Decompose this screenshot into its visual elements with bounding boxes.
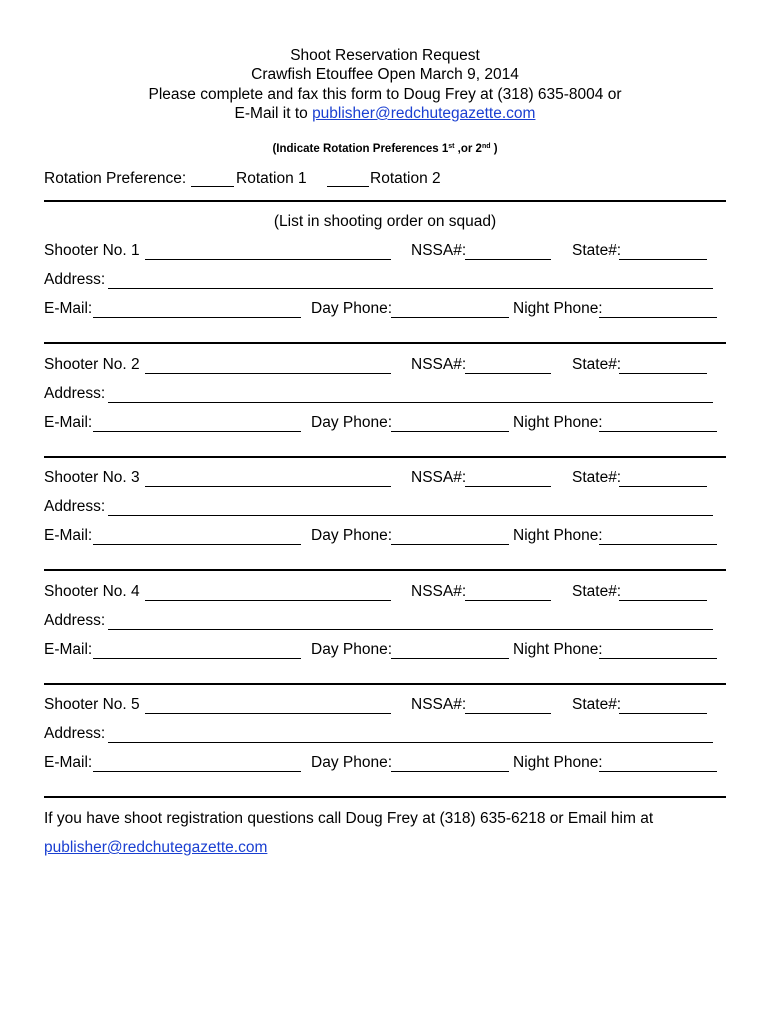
state-field[interactable] [619, 259, 707, 260]
email-label: E-Mail: [44, 527, 93, 544]
address-label: Address: [44, 612, 106, 629]
address-label: Address: [44, 725, 106, 742]
day-phone-label: Day Phone: [311, 754, 392, 771]
day-phone-label: Day Phone: [311, 300, 392, 317]
event-line: Crawfish Etouffee Open March 9, 2014 [251, 66, 519, 83]
nssa-field[interactable] [465, 713, 551, 714]
night-phone-label: Night Phone: [513, 300, 603, 317]
divider [44, 796, 726, 798]
state-label: State#: [572, 356, 622, 373]
nssa-field[interactable] [465, 373, 551, 374]
rotation-2-label: Rotation 2 [370, 170, 441, 187]
shooter-label: Shooter No. 2 [44, 356, 140, 373]
shooter-name-field[interactable] [145, 259, 391, 260]
rotation-note-sup1: st [448, 143, 455, 150]
rotation-note [0, 140, 770, 158]
email-field[interactable] [93, 658, 301, 659]
night-phone-field[interactable] [599, 658, 717, 659]
address-field[interactable] [108, 515, 713, 516]
email-prefix: E-Mail it to [234, 105, 313, 122]
day-phone-field[interactable] [391, 544, 509, 545]
footer-email-link[interactable]: publisher@redchutegazette.com [44, 839, 268, 856]
day-phone-label: Day Phone: [311, 414, 392, 431]
squad-note: (List in shooting order on squad) [273, 213, 497, 230]
night-phone-field[interactable] [599, 544, 717, 545]
shooter-name-field[interactable] [145, 486, 391, 487]
email-field[interactable] [93, 544, 301, 545]
rotation-note-prefix: (Indicate Rotation Preferences 1 [272, 143, 449, 155]
night-phone-label: Night Phone: [513, 641, 603, 658]
nssa-label: NSSA#: [411, 469, 467, 486]
rotation-note-suffix: ) [490, 143, 498, 155]
divider [44, 342, 726, 344]
email-field[interactable] [93, 431, 301, 432]
address-field[interactable] [108, 402, 713, 403]
divider [44, 683, 726, 685]
nssa-field[interactable] [465, 600, 551, 601]
shooter-label: Shooter No. 3 [44, 469, 140, 486]
email-label: E-Mail: [44, 641, 93, 658]
night-phone-field[interactable] [599, 431, 717, 432]
day-phone-label: Day Phone: [311, 641, 392, 658]
rotation-note-middle: ,or 2 [454, 143, 482, 155]
shooter-name-field[interactable] [145, 373, 391, 374]
shooter-label: Shooter No. 1 [44, 242, 140, 259]
email-field[interactable] [93, 317, 301, 318]
address-label: Address: [44, 271, 106, 288]
header-email-link[interactable]: publisher@redchutegazette.com [312, 105, 536, 122]
email-label: E-Mail: [44, 300, 93, 317]
address-field[interactable] [108, 288, 713, 289]
instructions-line: Please complete and fax this form to Doug Frey at (318) 635-8004 or [148, 86, 622, 103]
day-phone-field[interactable] [391, 317, 509, 318]
nssa-field[interactable] [465, 259, 551, 260]
nssa-label: NSSA#: [411, 242, 467, 259]
shooter-label: Shooter No. 4 [44, 583, 140, 600]
address-label: Address: [44, 498, 106, 515]
divider [44, 456, 726, 458]
state-label: State#: [572, 696, 622, 713]
divider [44, 200, 726, 202]
email-label: E-Mail: [44, 754, 93, 771]
footer-text: If you have shoot registration questions call Doug Frey at (318) 635-6218 or Email him at [44, 810, 654, 827]
rotation-preference-label: Rotation Preference: [44, 170, 187, 187]
rotation-2-blank[interactable] [327, 186, 369, 187]
state-field[interactable] [619, 600, 707, 601]
day-phone-field[interactable] [391, 658, 509, 659]
shooter-name-field[interactable] [145, 600, 391, 601]
night-phone-label: Night Phone: [513, 414, 603, 431]
day-phone-field[interactable] [391, 771, 509, 772]
divider [44, 569, 726, 571]
email-field[interactable] [93, 771, 301, 772]
email-line [0, 105, 770, 123]
rotation-note-sup2: nd [481, 143, 491, 150]
night-phone-field[interactable] [599, 317, 717, 318]
state-field[interactable] [619, 713, 707, 714]
rotation-1-label: Rotation 1 [236, 170, 307, 187]
rotation-1-blank[interactable] [191, 186, 234, 187]
shooter-name-field[interactable] [145, 713, 391, 714]
day-phone-label: Day Phone: [311, 527, 392, 544]
address-field[interactable] [108, 742, 713, 743]
nssa-label: NSSA#: [411, 356, 467, 373]
state-label: State#: [572, 242, 622, 259]
nssa-label: NSSA#: [411, 696, 467, 713]
email-label: E-Mail: [44, 414, 93, 431]
state-field[interactable] [619, 486, 707, 487]
state-label: State#: [572, 583, 622, 600]
night-phone-label: Night Phone: [513, 527, 603, 544]
address-label: Address: [44, 385, 106, 402]
night-phone-label: Night Phone: [513, 754, 603, 771]
night-phone-field[interactable] [599, 771, 717, 772]
state-field[interactable] [619, 373, 707, 374]
state-label: State#: [572, 469, 622, 486]
address-field[interactable] [108, 629, 713, 630]
nssa-field[interactable] [465, 486, 551, 487]
shooter-label: Shooter No. 5 [44, 696, 140, 713]
form-title: Shoot Reservation Request [290, 47, 480, 64]
nssa-label: NSSA#: [411, 583, 467, 600]
day-phone-field[interactable] [391, 431, 509, 432]
